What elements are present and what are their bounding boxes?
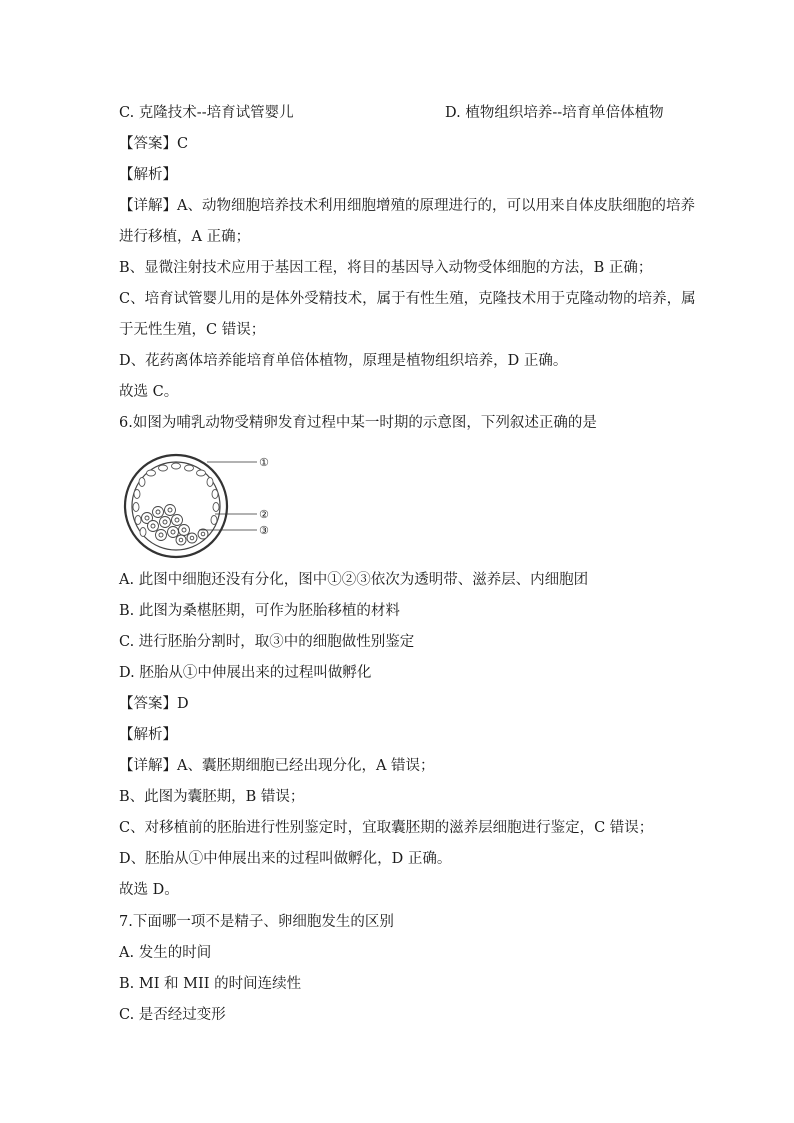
blastocyst-figure	[119, 452, 279, 560]
q6-detail-3: C、对移植前的胚胎进行性别鉴定时，宜取囊胚期的滋养层细胞进行鉴定，C 错误；	[119, 820, 654, 836]
q5-detail-3b: 于无性生殖，C 错误；	[119, 322, 266, 338]
q6-analysis-title: 【解析】	[119, 727, 177, 743]
q5-detail-1: 【详解】A、动物细胞培养技术利用细胞增殖的原理进行的，可以用来自体皮肤细胞的培养	[119, 198, 695, 214]
q6-option-c: C. 进行胚胎分割时，取③中的细胞做性别鉴定	[119, 634, 415, 650]
q6-detail-1: 【详解】A、囊胚期细胞已经出现分化，A 错误；	[119, 758, 435, 774]
q7-option-a: A. 发生的时间	[119, 945, 212, 961]
q5-option-d: D. 植物组织培养--培育单倍体植物	[445, 105, 664, 121]
q5-detail-3: C、培育试管婴儿用的是体外受精技术，属于有性生殖，克隆技术用于克隆动物的培养，属	[119, 291, 696, 307]
q6-detail-4: D、胚胎从①中伸展出来的过程叫做孵化，D 正确。	[119, 851, 452, 867]
q6-detail-2: B、此图为囊胚期，B 错误；	[119, 789, 305, 805]
q5-detail-2: B、显微注射技术应用于基因工程，将目的基因导入动物受体细胞的方法，B 正确；	[119, 260, 653, 276]
q7-option-b: B. MI 和 MII 的时间连续性	[119, 976, 302, 992]
q5-analysis-title: 【解析】	[119, 167, 177, 183]
q5-answer: 【答案】C	[119, 136, 189, 152]
figure-label-1: ①	[259, 456, 269, 469]
q6-option-a: A. 此图中细胞还没有分化，图中①②③依次为透明带、滋养层、内细胞团	[119, 572, 589, 588]
q6-option-d: D. 胚胎从①中伸展出来的过程叫做孵化	[119, 665, 372, 681]
q5-option-c: C. 克隆技术--培育试管婴儿	[119, 105, 294, 121]
q5-detail-1b: 进行移植，A 正确；	[119, 229, 251, 245]
figure-label-2: ②	[259, 508, 269, 521]
q6-conclusion: 故选 D。	[119, 882, 179, 898]
figure-label-3: ③	[259, 524, 269, 537]
q6-option-b: B. 此图为桑椹胚期，可作为胚胎移植的材料	[119, 603, 400, 619]
q7-question: 7.下面哪一项不是精子、卵细胞发生的区别	[119, 914, 394, 930]
q6-answer: 【答案】D	[119, 696, 189, 712]
q7-option-c: C. 是否经过变形	[119, 1007, 226, 1023]
q6-question: 6.如图为哺乳动物受精卵发育过程中某一时期的示意图，下列叙述正确的是	[119, 415, 597, 431]
q5-conclusion: 故选 C。	[119, 384, 179, 400]
q5-detail-4: D、花药离体培养能培育单倍体植物，原理是植物组织培养，D 正确。	[119, 353, 568, 369]
